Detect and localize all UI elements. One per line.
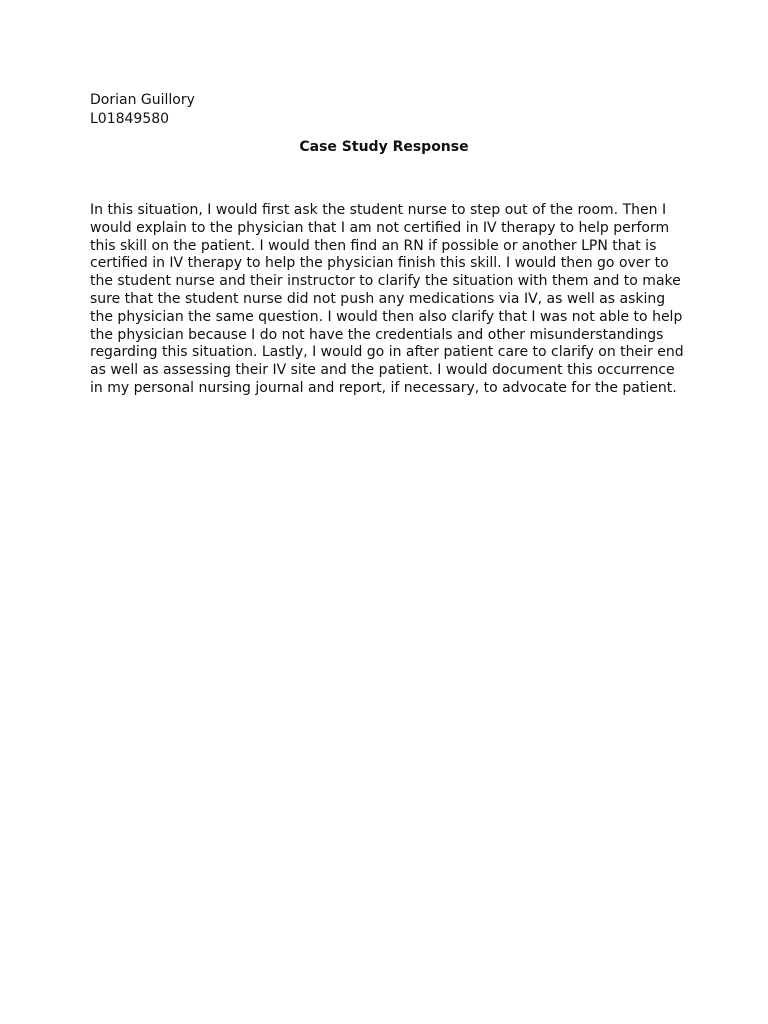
paragraph-line: the student nurse and their instructor to clarify the situation with them and to make xyxy=(90,273,681,290)
body-paragraph xyxy=(90,202,690,398)
paragraph-line: sure that the student nurse did not push any medications via IV, as well as asking xyxy=(90,290,666,307)
paragraph-line: as well as assessing their IV site and the patient. I would document this occurrence xyxy=(90,362,675,379)
paragraph-line: this skill on the patient. I would then find an RN if possible or another LPN that is xyxy=(90,237,657,254)
paragraph-line: the physician because I do not have the credentials and other misunderstandings xyxy=(90,326,664,343)
author-name: Dorian Guillory xyxy=(90,92,195,108)
paragraph-line: certified in IV therapy to help the physician finish this skill. I would then go over to xyxy=(90,255,669,272)
paragraph-line: would explain to the physician that I am not certified in IV therapy to help perform xyxy=(90,219,670,236)
author-block xyxy=(90,91,195,129)
paragraph-line: regarding this situation. Lastly, I would go in after patient care to clarify on their end xyxy=(90,344,684,361)
paragraph-line: in my personal nursing journal and report, if necessary, to advocate for the patient. xyxy=(90,379,677,396)
paragraph-line: In this situation, I would first ask the student nurse to step out of the room. Then I xyxy=(90,202,667,218)
document-title: Case Study Response xyxy=(299,139,469,155)
paragraph-line: the physician the same question. I would then also clarify that I was not able to help xyxy=(90,308,683,325)
student-id: L01849580 xyxy=(90,111,170,127)
